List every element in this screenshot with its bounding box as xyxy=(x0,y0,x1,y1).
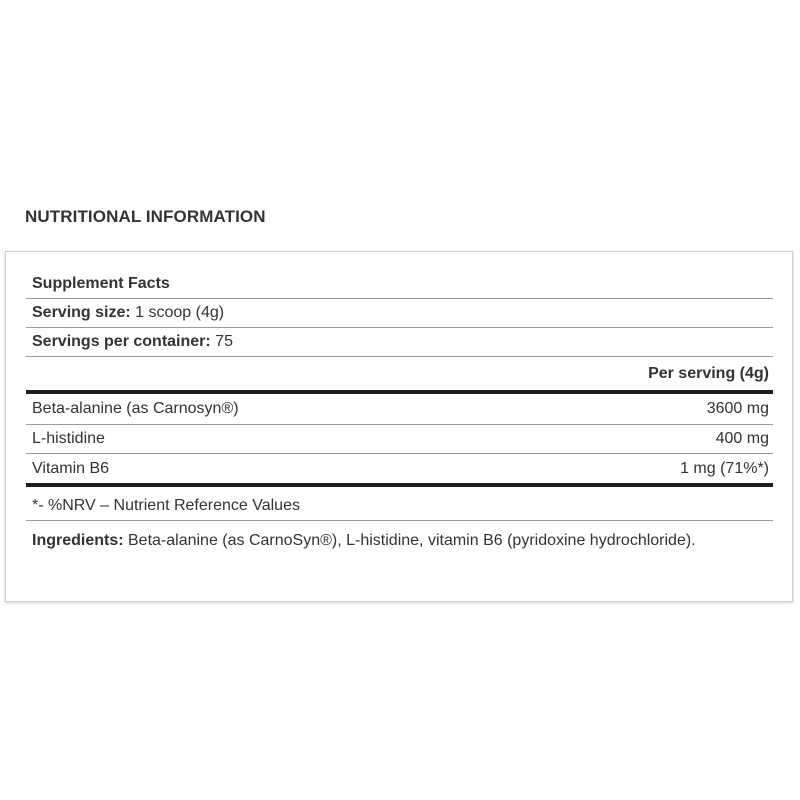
servings-per-container xyxy=(32,332,233,352)
serving-size-label: Serving size: xyxy=(32,304,131,321)
nutrient-name: Vitamin B6 xyxy=(32,459,110,477)
per-serving-header-row xyxy=(26,357,773,394)
per-serving-header: Per serving (4g) xyxy=(648,364,769,382)
supplement-facts-table xyxy=(26,270,773,553)
nutrient-row xyxy=(26,425,773,454)
nutrient-name: Beta-alanine (as Carnosyn®) xyxy=(32,400,239,417)
nutrition-panel xyxy=(5,251,793,602)
nutrient-amount: 3600 mg xyxy=(706,400,769,417)
nutrient-row xyxy=(26,454,773,487)
footnote-row xyxy=(26,487,773,521)
facts-title: Supplement Facts xyxy=(32,275,170,292)
serving-size-row xyxy=(26,299,773,328)
ingredients-label: Ingredients: xyxy=(32,532,124,549)
nrv-footnote: *- %NRV – Nutrient Reference Values xyxy=(32,497,300,514)
nutrient-name: L-histidine xyxy=(32,430,105,447)
serving-size-value: 1 scoop (4g) xyxy=(130,304,225,321)
servings-per-container-label: Servings per container: xyxy=(32,333,211,350)
ingredients xyxy=(26,521,773,553)
nutrient-amount: 1 mg (71%*) xyxy=(680,459,769,477)
nutrient-amount: 400 mg xyxy=(715,430,769,447)
serving-size xyxy=(32,303,224,323)
facts-title-row xyxy=(26,270,773,299)
servings-per-container-row xyxy=(26,328,773,357)
ingredients-text: Beta-alanine (as CarnoSyn®), L-histidine, vitamin B6 (pyridoxine hydrochloride). xyxy=(123,532,696,549)
nutrient-row xyxy=(26,394,773,425)
servings-per-container-value: 75 xyxy=(210,333,233,350)
section-heading: NUTRITIONAL INFORMATION xyxy=(25,207,266,226)
